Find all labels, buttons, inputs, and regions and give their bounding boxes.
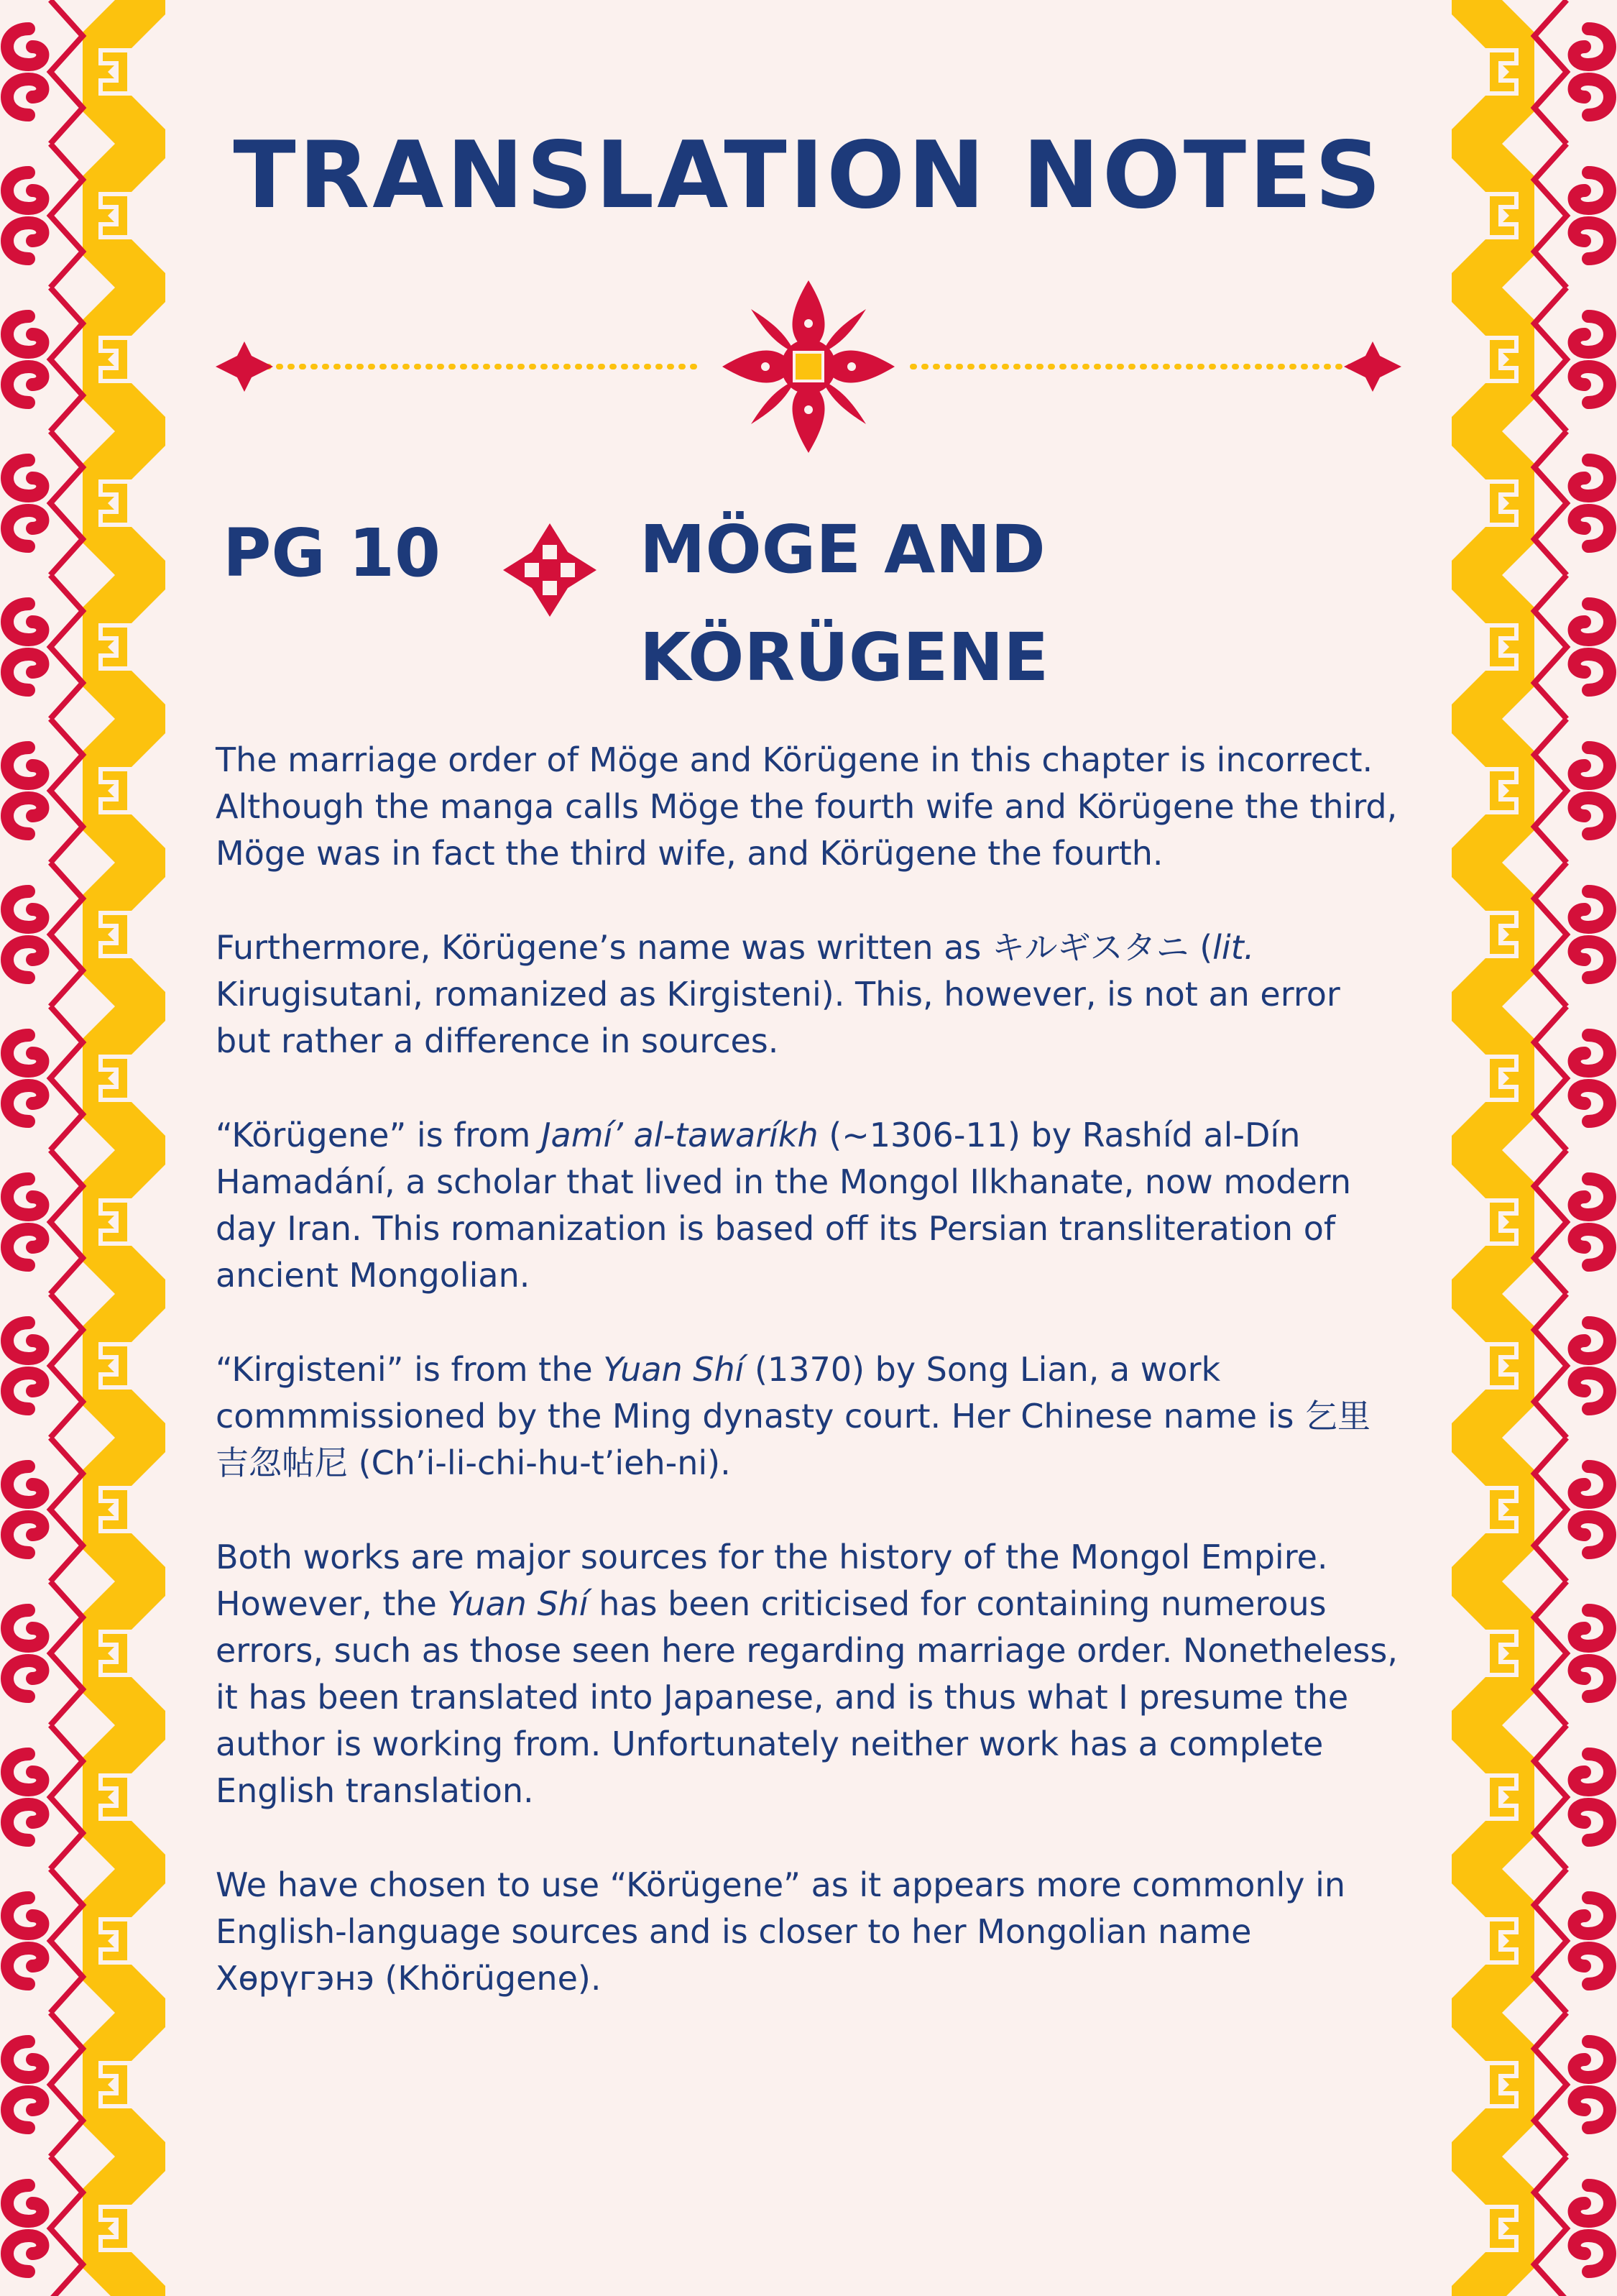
page-title: TRANSLATION NOTES — [233, 122, 1384, 229]
note-body — [216, 737, 1401, 2049]
paragraph-6: We have chosen to use “Körügene” as it appears more commonly in English-language sources and is closer to her Mongolian name Хөрүгэнэ (Khörügene). — [216, 1865, 1346, 1998]
note-heading — [216, 496, 1401, 712]
flower-ornament-icon — [201, 273, 1416, 460]
diamond-cross-icon — [503, 523, 596, 617]
paragraph-5: Both works are major sources for the history of the Mongol Empire. However, the Yuan Shí has been criticised for containing numerous errors, such as those seen here regarding marriage order. Nonetheless, it has been translated into Japanese, and is thus what I presume the author is working from. Unfortunately neither work has a complete English translation. — [216, 1538, 1398, 1810]
paragraph-1: The marriage order of Möge and Körügene in this chapter is incorrect. Although the manga calls Möge the fourth wife and Körügene the third, Möge was in fact the third wife, and Körügene the fourth. — [216, 740, 1398, 873]
note-topic: MÖGE AND KÖRÜGENE — [640, 511, 1049, 696]
left-ornamental-border — [0, 0, 165, 2296]
paragraph-2: Furthermore, Körügene’s name was written as キルギスタニ (lit. Kirugisutani, romanized as Kirgisteni). This, however, is not an error but rather a difference in sources. — [216, 928, 1340, 1060]
right-ornamental-border — [1452, 0, 1617, 2296]
paragraph-4: “Kirgisteni” is from the Yuan Shí (1370) by Song Lian, a work commmissioned by the Ming dynasty court. Her Chinese name is 乞里吉忽帖尼 (Ch’i-li-chi-hu-t’ieh-ni). — [216, 1350, 1371, 1482]
paragraph-3: “Körügene” is from Jamí’ al-tawaríkh (~1306-11) by Rashíd al-Dín Hamadání, a scholar that lived in the Mongol Ilkhanate, now modern day Iran. This romanization is based off its Persian transliteration of ancient Mongolian. — [216, 1116, 1352, 1295]
page-number-label: PG 10 — [223, 515, 441, 592]
